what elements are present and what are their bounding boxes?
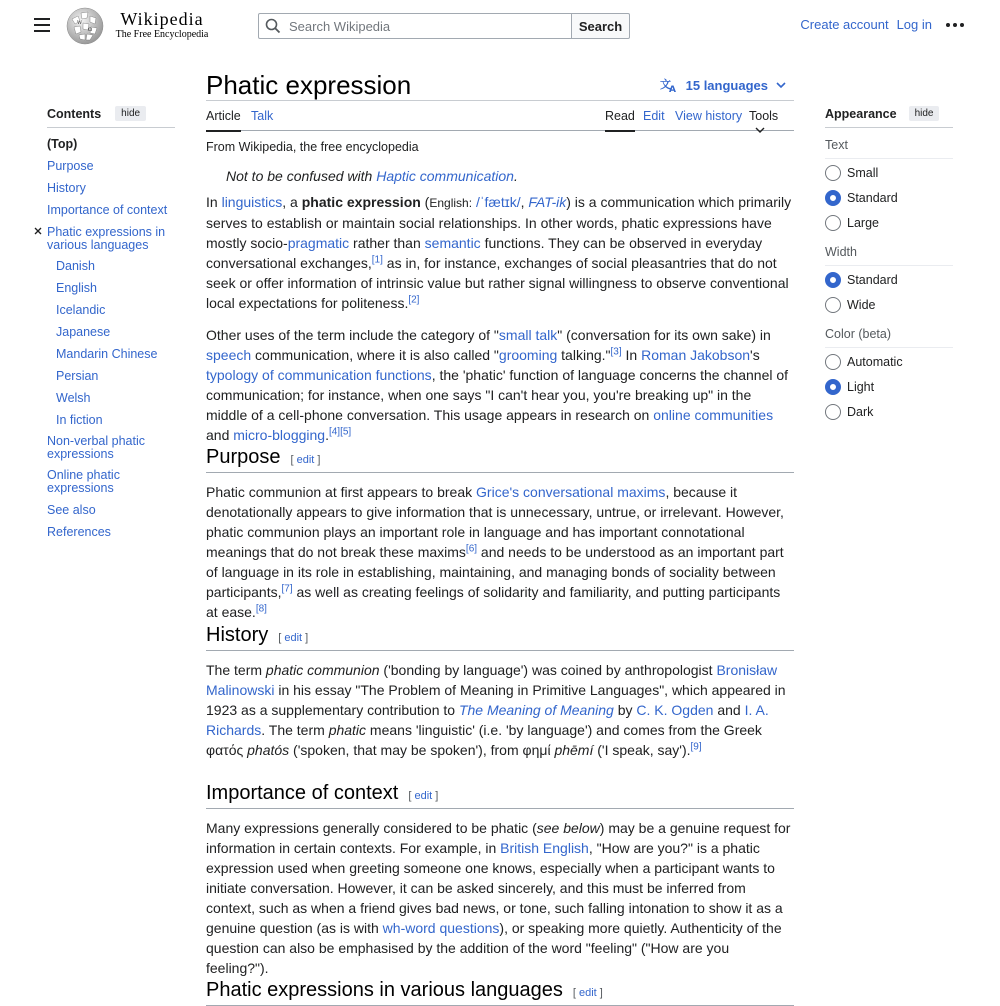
toc-item-top[interactable]: (Top): [47, 137, 78, 151]
hatnote-prefix: Not to be confused with: [226, 168, 377, 184]
color-dark[interactable]: [825, 404, 873, 420]
width-wide[interactable]: [825, 297, 875, 313]
color-automatic[interactable]: [825, 354, 903, 370]
appearance-title: Appearance: [825, 106, 897, 121]
link[interactable]: British English: [500, 840, 589, 856]
citation[interactable]: [5]: [340, 426, 352, 438]
text-size-small[interactable]: [825, 165, 878, 181]
link[interactable]: I. A. Richards: [206, 702, 769, 738]
tools-label: Tools: [749, 109, 779, 123]
edit-section: [ edit ]: [408, 790, 439, 802]
toc-item-icelandic[interactable]: Icelandic: [56, 303, 106, 317]
main-menu-button[interactable]: [34, 18, 50, 32]
svg-text:A: A: [668, 85, 676, 93]
radio-label: Light: [847, 380, 875, 394]
color-light[interactable]: [825, 379, 874, 395]
toc-hide-button[interactable]: hide: [115, 106, 146, 121]
language-count: 15 languages: [685, 77, 768, 93]
radio-button[interactable]: [825, 165, 841, 181]
link[interactable]: typology of communication functions: [206, 367, 432, 383]
appearance-panel: [825, 106, 953, 419]
link[interactable]: linguistics: [221, 194, 283, 210]
menu-bar: [34, 30, 50, 32]
width-standard[interactable]: [825, 272, 898, 288]
toc-item-welsh[interactable]: Welsh: [56, 391, 91, 405]
link[interactable]: Grice's conversational maxims: [476, 484, 666, 500]
history-paragraph: The term phatic communion ('bonding by language') was coined by anthropologist Bronisław Malinowski in his essay "The Problem of Meaning in Primitive Languages", which appeared in 1923 as a supplementary contribution to The Meaning of Meaning by C. K. Ogden and I. A. Richards. The term phatic means 'linguistic' (i.e. 'by language') and comes from the Greek φατός phatós ('spoken, that may be spoken'), from φημί phēmí ('I speak, say').[9]: [206, 662, 786, 758]
uses-paragraph: Other uses of the term include the category of "small talk" (conversation for its own sake) in speech communication, where it is also called "grooming talking."[3] In Roman Jakobson's typology of communication functions, the 'phatic' function of language concerns the channel of communication; for instance, when one says "I can't hear you, you're breaking up" in the middle of a cell-phone conversation. This usage appears in research on online communities and micro-blogging.[4][5]: [206, 327, 789, 443]
toc-item-importance[interactable]: Importance of context: [47, 203, 168, 217]
search-field[interactable]: [258, 13, 572, 39]
toc-item-history[interactable]: History: [47, 181, 86, 195]
width-label: Width: [825, 245, 953, 266]
citation[interactable]: [3]: [610, 346, 622, 358]
link[interactable]: online communities: [653, 407, 774, 423]
radio-label: Large: [847, 216, 879, 230]
radio-button-selected[interactable]: [825, 379, 841, 395]
svg-text:文: 文: [659, 78, 671, 91]
section-title: Importance of context: [206, 782, 399, 804]
toc-item-fiction[interactable]: In fiction: [56, 413, 103, 427]
edit-link[interactable]: edit: [414, 790, 433, 802]
tab-edit[interactable]: Edit: [643, 109, 665, 123]
menu-bar: [34, 24, 50, 26]
language-button[interactable]: [660, 77, 794, 93]
radio-label: Standard: [847, 273, 898, 287]
link[interactable]: C. K. Ogden: [636, 702, 714, 718]
toc-item-non-verbal[interactable]: Non-verbal phatic expressions: [47, 434, 145, 461]
section-heading-purpose: [206, 447, 794, 473]
search-button[interactable]: Search: [572, 13, 630, 39]
section-heading-history: [206, 625, 794, 651]
search-form: [258, 13, 630, 39]
appearance-hide-button[interactable]: hide: [909, 106, 940, 121]
user-links: [792, 17, 964, 32]
radio-label: Automatic: [847, 355, 903, 369]
radio-label: Standard: [847, 191, 898, 205]
section-title: History: [206, 624, 269, 646]
citation[interactable]: [6]: [465, 543, 478, 555]
toc-item-english[interactable]: English: [56, 281, 97, 295]
wikipedia-wordmark[interactable]: [112, 10, 212, 40]
link[interactable]: /ˈfætɪk/: [475, 194, 521, 210]
link[interactable]: pragmatic: [287, 235, 350, 251]
radio-label: Small: [847, 166, 879, 180]
citation[interactable]: [1]: [371, 254, 383, 266]
radio-label: Dark: [847, 405, 874, 419]
hatnote-link[interactable]: Haptic communication: [376, 168, 514, 184]
text-size-standard[interactable]: [825, 190, 898, 206]
page-tabs: [206, 100, 794, 131]
more-options-icon[interactable]: [946, 23, 964, 27]
radio-button[interactable]: [825, 297, 841, 313]
table-of-contents: [47, 106, 175, 539]
radio-button[interactable]: [825, 215, 841, 231]
edit-link[interactable]: edit: [579, 987, 597, 999]
toc-item-online[interactable]: Online phatic expressions: [47, 468, 120, 495]
section-heading-importance: [206, 783, 794, 809]
citation[interactable]: [9]: [690, 741, 702, 753]
toc-item-see-also[interactable]: See also: [47, 503, 96, 517]
wordmark-title: Wikipedia: [120, 9, 204, 29]
importance-paragraph: Many expressions generally considered to be phatic (see below) may be a genuine request for information in certain contexts. For example, in British English, "How are you?" is a phatic expression used when greeting someone one knows, especially when a participant wants to initiate conversation. However, it can be asked sincerely, and this must be inferred from context, such as when a friend gives bad news, or tone, such falling intonation to show it as a genuine question (as is with wh-word questions), or speaking more quietly. Authenticity of the question can also be emphasised by the addition of the word "feeling" ("How are you feeling?").: [206, 820, 791, 976]
link[interactable]: semantic: [424, 235, 481, 251]
search-input[interactable]: [287, 18, 571, 35]
radio-button[interactable]: [825, 354, 841, 370]
toc-item-persian[interactable]: Persian: [56, 369, 99, 383]
edit-section: [ edit ]: [572, 987, 603, 999]
link[interactable]: The Meaning of Meaning: [458, 702, 614, 718]
toc-header: [47, 106, 175, 128]
radio-button-selected[interactable]: [825, 272, 841, 288]
link[interactable]: grooming: [498, 347, 558, 363]
language-icon: [660, 77, 678, 93]
wordmark-tagline: The Free Encyclopedia: [115, 29, 209, 40]
toc-item-mandarin[interactable]: Mandarin Chinese: [56, 347, 158, 361]
link[interactable]: FAT-ik: [528, 194, 567, 210]
link[interactable]: small talk: [498, 327, 558, 343]
menu-bar: [34, 18, 50, 20]
hatnote: Not to be confused with Haptic communication.: [226, 168, 518, 184]
citation[interactable]: [7]: [281, 583, 293, 595]
text-size-large[interactable]: [825, 215, 879, 231]
color-label: Color (beta): [825, 327, 953, 348]
purpose-paragraph: Phatic communion at first appears to break Grice's conversational maxims, because it denotationally appears to give information that is unnecessary, untrue, or irrelevant. However, phatic communion plays an important role in language and has important connotational meanings that do not break these maxims[6] and needs to be understood as an important part of language in its role in establishing, maintaining, and managing bonds of sociality between participants,[7] as well as creating feelings of solidarity and familiarity, and putting participants at ease.[8]: [206, 484, 784, 620]
log-in-link[interactable]: Log in: [896, 17, 932, 32]
toc-item-danish[interactable]: Danish: [56, 259, 95, 273]
toc-title: Contents: [47, 106, 102, 121]
citation[interactable]: [8]: [255, 603, 267, 615]
tab-read[interactable]: Read: [605, 109, 635, 132]
collapse-x-icon[interactable]: [33, 226, 43, 236]
edit-section: [ edit ]: [290, 454, 321, 466]
link[interactable]: speech: [206, 347, 252, 363]
link[interactable]: Bronisław Malinowski: [206, 662, 778, 698]
edit-link[interactable]: edit: [296, 454, 315, 466]
radio-button-selected[interactable]: [825, 190, 841, 206]
tools-dropdown[interactable]: [749, 109, 794, 132]
appearance-header: [825, 106, 953, 128]
toc-item-languages[interactable]: Phatic expressions in various languages: [47, 225, 166, 252]
section-title: Purpose: [206, 446, 281, 468]
toc-item-japanese[interactable]: Japanese: [56, 325, 111, 339]
edit-link[interactable]: edit: [284, 632, 303, 644]
tab-article[interactable]: Article: [206, 109, 241, 132]
page-title: Phatic expression: [206, 70, 412, 100]
svg-text:Ω: Ω: [88, 27, 93, 33]
toc-item-references[interactable]: References: [47, 525, 111, 539]
chevron-down-icon: [776, 81, 786, 89]
from-wikipedia: From Wikipedia, the free encyclopedia: [206, 140, 419, 154]
link[interactable]: micro-blogging: [233, 427, 326, 443]
svg-text:W: W: [77, 20, 83, 26]
search-icon: [265, 18, 281, 34]
edit-section: [ edit ]: [278, 632, 309, 644]
tab-view-history[interactable]: View history: [675, 109, 743, 123]
tab-talk[interactable]: Talk: [251, 109, 274, 123]
toc-item-purpose[interactable]: Purpose: [47, 159, 94, 173]
citation[interactable]: [2]: [408, 294, 420, 306]
section-title: Phatic expressions in various languages: [206, 979, 563, 1001]
link[interactable]: Roman Jakobson: [641, 347, 751, 363]
citation[interactable]: [4]: [328, 426, 341, 438]
create-account-link[interactable]: Create account: [800, 17, 889, 32]
radio-label: Wide: [847, 298, 876, 312]
wikipedia-globe-icon[interactable]: [66, 7, 104, 45]
chevron-down-icon: [755, 126, 765, 134]
section-heading-languages: [206, 980, 794, 1006]
radio-button[interactable]: [825, 404, 841, 420]
intro-paragraph: In linguistics, a phatic expression (English: /ˈfætɪk/, FAT-ik) is a communication which primarily serves to establish or maintain social relationships. In other words, phatic expressions have mostly socio-pragmatic rather than semantic functions. They can be observed in everyday conversational exchanges,[1] as in, for instance, exchanges of social pleasantries that do not seek or offer information of intrinsic value but rather signal willingness to observe conventional local expectations for politeness.[2]: [206, 194, 792, 311]
text-size-label: Text: [825, 138, 953, 159]
link[interactable]: wh-word questions: [382, 920, 500, 936]
